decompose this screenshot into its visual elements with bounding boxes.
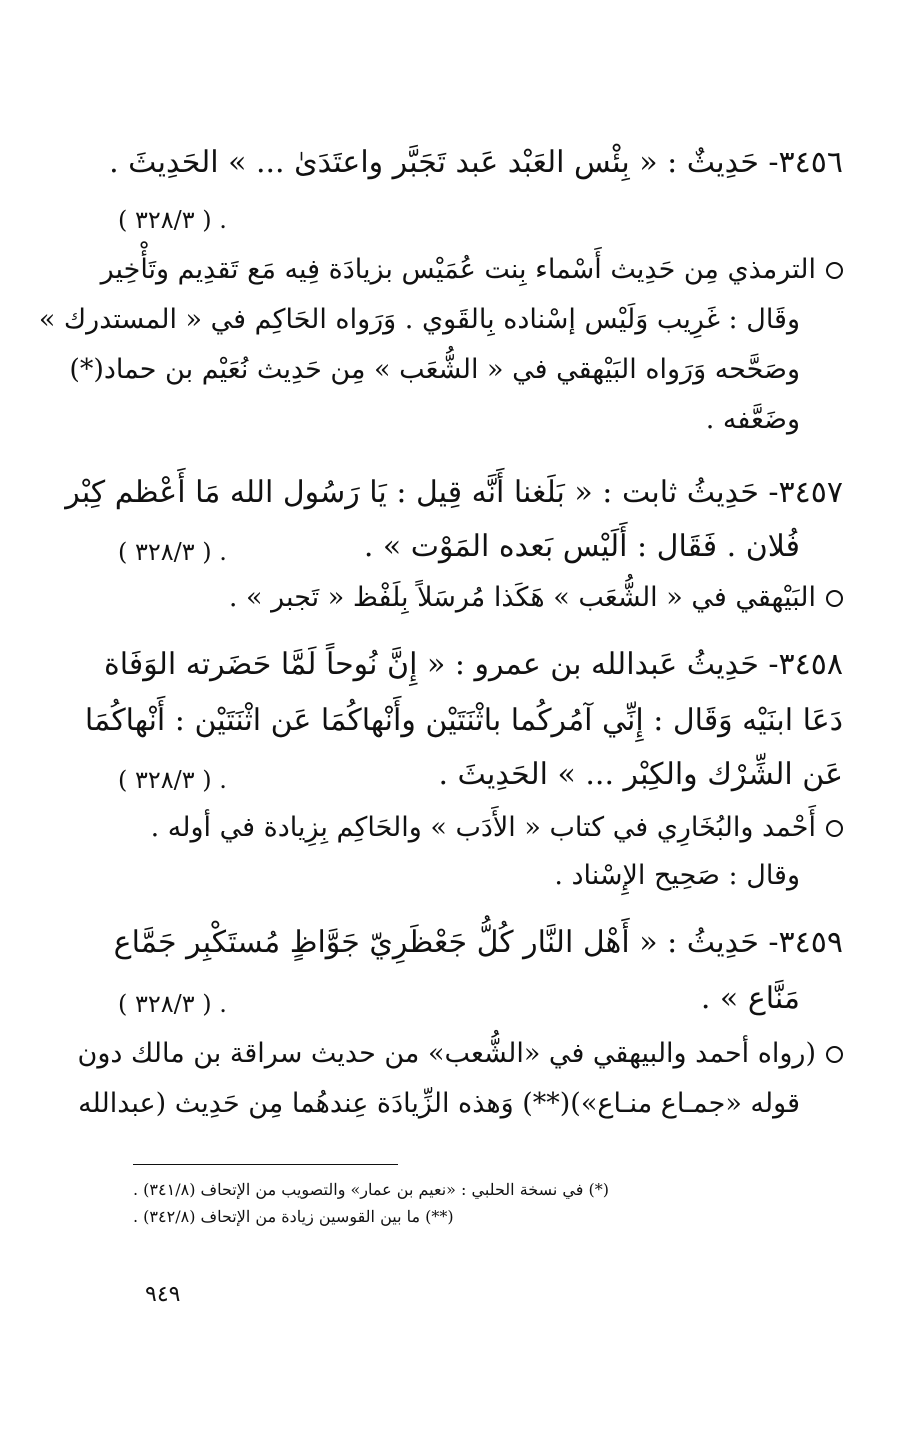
hadith-3456-note-line-3: وصَحَّحه وَرَواه البَيْهقي في « الشُّعَب » مِن حَدِيث نُعَيْم بن حماد(*) xyxy=(69,354,800,385)
hadith-3459-reference: . ( ٣٢٨/٣ ) xyxy=(118,990,227,1018)
hadith-3457-reference: . ( ٣٢٨/٣ ) xyxy=(118,538,227,566)
hadith-3456-note-line-1: الترمذي مِن حَدِيث أَسْماء بِنت عُمَيْس بزيادَة فِيه مَع تَقدِيم وتَأْخِير xyxy=(101,256,843,283)
hadith-3457-line-1: ٣٤٥٧- حَدِيثُ ثابت : « بَلَغنا أَنَّه قِيل : يَا رَسُول الله مَا أَعْظم كِبْر xyxy=(65,475,843,510)
hadith-3458-reference: . ( ٣٢٨/٣ ) xyxy=(118,766,227,794)
hadith-3457-note-line-1: البَيْهقي في « الشُّعَب » هَكَذا مُرسَلاً بِلَفْظ « تَجبر » . xyxy=(229,584,843,611)
hadith-3456-reference: . ( ٣٢٨/٣ ) xyxy=(118,206,227,234)
hadith-3458-line-1: ٣٤٥٨- حَدِيثُ عَبدالله بن عمرو : « إِنَّ نُوحاً لَمَّا حَضَرته الوَفَاة xyxy=(104,647,843,682)
page-number: ٩٤٩ xyxy=(145,1282,181,1307)
hadith-3459-line-1: ٣٤٥٩- حَدِيثُ : « أَهْل النَّار كُلُّ جَعْظَرِيّ جَوَّاظٍ مُستَكْبِر جَمَّاع xyxy=(113,925,843,960)
hadith-3456-note-line-4: وضَعَّفه . xyxy=(705,404,800,435)
footnote-separator xyxy=(133,1164,398,1165)
hadith-3459-note-line-1: (رواه أحمد والبيهقي في «الشُّعب» من حديث سراقة بن مالك دون xyxy=(78,1040,843,1067)
hadith-3458-line-2: دَعَا ابنَيْه وَقَال : إِنِّي آمُركُما باثْنَتَيْن وأَنْهاكُمَا عَن اثْنَتَيْن : أَنْهاكُمَا xyxy=(84,703,843,738)
hadith-3456-note-line-2: وقَال : غَرِيب وَلَيْس إسْناده بِالقَوي . وَرَواه الحَاكِم في « المستدرك » xyxy=(38,304,800,335)
hadith-3458-note-line-2: وقال : صَحِيح الإِسْناد . xyxy=(554,860,800,891)
hadith-3458-line-3: عَن الشِّرْك والكِبْر ... » الحَدِيثَ . xyxy=(438,757,843,792)
hadith-3456-line-1: ٣٤٥٦- حَدِيثٌ : « بِئْس العَبْد عَبد تَجَبَّر واعتَدَىٰ ... » الحَدِيثَ . xyxy=(109,145,843,180)
note-bullet-icon xyxy=(826,820,843,837)
hadith-3459-line-2: مَنَّاع » . xyxy=(700,981,800,1016)
note-bullet-icon xyxy=(826,262,843,279)
note-bullet-icon xyxy=(826,590,843,607)
note-bullet-icon xyxy=(826,1046,843,1063)
hadith-3458-note-line-1: أَحْمد والبُخَارِي في كتاب « الأَدَب » والحَاكِم بِزِيادة في أوله . xyxy=(151,814,843,841)
footnote-2: (**) ما بين القوسين زيادة من الإتحاف (٣٤٢/٨) . xyxy=(133,1207,454,1226)
footnote-1: (*) في نسخة الحلبي : «نعيم بن عمار» والتصويب من الإتحاف (٣٤١/٨) . xyxy=(133,1180,609,1199)
hadith-3459-note-line-2: قوله «جمـاع منـاع»)(**) وَهذه الزِّيادَة عِندهُما مِن حَدِيث (عبدالله xyxy=(78,1088,800,1119)
hadith-3457-line-2: فُلان . فَقَال : أَلَيْس بَعده المَوْت » . xyxy=(363,529,800,564)
